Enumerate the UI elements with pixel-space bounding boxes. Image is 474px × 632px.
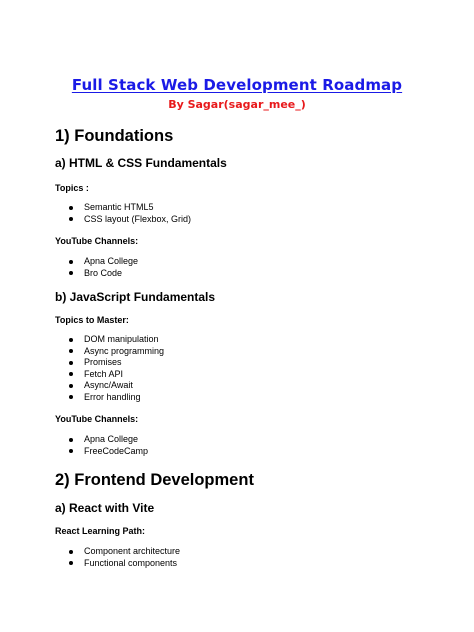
list-item: DOM manipulation [69,334,164,346]
bullet-icon [69,449,73,453]
topics-list [69,202,191,225]
list-item: Error handling [69,392,164,404]
list-item: Async programming [69,346,164,358]
bullet-icon [69,372,73,376]
subsection-heading-javascript: b) JavaScript Fundamentals [55,290,216,304]
block-label-react-learning-path: React Learning Path: [55,526,146,536]
section-heading-frontend: 2) Frontend Development [55,471,254,489]
bullet-icon [69,550,73,554]
list-item: Functional components [69,558,180,570]
document-subtitle: By Sagar(sagar_mee_) [168,98,306,111]
bullet-icon [69,338,73,342]
list-item: Apna College [69,256,138,268]
js-topics-list [69,334,164,404]
bullet-icon [69,206,73,210]
document-title[interactable]: Full Stack Web Development Roadmap [71,76,403,94]
bullet-icon [69,561,73,565]
block-label-topics: Topics : [55,183,89,193]
subsection-heading-react-vite: a) React with Vite [55,501,155,515]
youtube-channels-list [69,256,138,279]
list-item: Async/Await [69,380,164,392]
block-label-topics-to-master: Topics to Master: [55,315,129,325]
list-item: Apna College [69,434,148,446]
list-item: Fetch API [69,369,164,381]
block-label-youtube-channels: YouTube Channels: [55,236,139,246]
react-learning-path-list [69,546,180,569]
bullet-icon [69,217,73,221]
js-youtube-channels-list [69,434,148,457]
subsection-heading-html-css: a) HTML & CSS Fundamentals [55,156,227,170]
block-label-youtube-channels: YouTube Channels: [55,414,139,424]
bullet-icon [69,260,73,264]
list-item: CSS layout (Flexbox, Grid) [69,214,191,226]
list-item: Semantic HTML5 [69,202,191,214]
bullet-icon [69,438,73,442]
list-item: Bro Code [69,268,138,280]
list-item: Component architecture [69,546,180,558]
bullet-icon [69,349,73,353]
list-item: Promises [69,357,164,369]
bullet-icon [69,361,73,365]
list-item: FreeCodeCamp [69,446,148,458]
bullet-icon [69,271,73,275]
bullet-icon [69,395,73,399]
bullet-icon [69,384,73,388]
section-heading-foundations: 1) Foundations [55,127,174,145]
